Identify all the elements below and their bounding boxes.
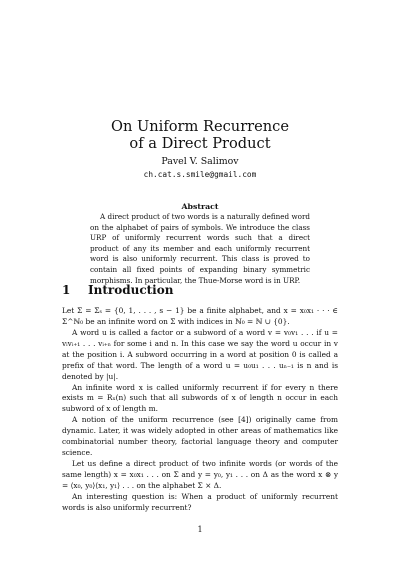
section-heading (62, 283, 173, 297)
paragraph: An infinite word x is called uniformly recurrent if for every n there exists m = Rₓ(n) such that all subwords of x of length n occur in each subword of x of length m. (62, 382, 338, 414)
abstract-heading: Abstract (181, 202, 219, 211)
author-name: Pavel V. Salimov (161, 156, 239, 167)
title-line-1: On Uniform Recurrence (110, 118, 289, 135)
section-title: Introduction (88, 283, 174, 297)
author-email: ch.cat.s.smile@gmail.com (143, 170, 257, 179)
section-body (62, 306, 338, 514)
paragraph: A notion of the uniform recurrence (see [4]) originally came from dynamic. Later, it was widely adopted in other areas of mathematics like combinatorial number theory, factorial language theory and computer science. (62, 415, 338, 458)
paragraph: A word u is called a factor or a subword of a word v = v₀v₁ . . . if u = vᵢvᵢ₊₁ . . . vᵢ₊ₙ for some i and n. In this case we say the word u occur in v at the position i. A subword occurring in a word at position 0 is called a prefix of that word. The length of a word u = u₀u₁ . . . uₙ₋₁ is n and is denoted by |u|. (62, 327, 338, 381)
section-number: 1 (62, 283, 71, 297)
paragraph: Let Σ = Σₛ = {0, 1, . . . , s − 1} be a finite alphabet, and x = x₀x₁ · · · ∈ Σ^ℕ₀ be an infinite word on Σ with indices in ℕ₀ = ℕ ∪ {0}. (62, 306, 338, 326)
abstract-text: A direct product of two words is a naturally defined word on the alphabet of pairs of symbols. We introduce the class URP of uniformly recurrent words such that a direct product of any its member and each uniformly recurrent word is also uniformly recurrent. This class is proved to contain all fixed points of expanding binary symmetric morphisms. In particular, the Thue-Morse word is in URP. (90, 212, 310, 285)
page-number: 1 (197, 525, 203, 534)
paper-title (0, 118, 400, 152)
title-line-2: of a Direct Product (129, 135, 271, 152)
paragraph: Let us define a direct product of two infinite words (or words of the same length) x = x₀x₁ . . . on Σ and y = y₀, y₁ . . . on Δ as the word x ⊗ y = ⟨x₀, y₀⟩⟨x₁, y₁⟩ . . . on the alphabet Σ × Δ. (62, 459, 338, 490)
paragraph: An interesting question is: When a product of uniformly recurrent words is also uniformly recurrent? (62, 491, 338, 512)
